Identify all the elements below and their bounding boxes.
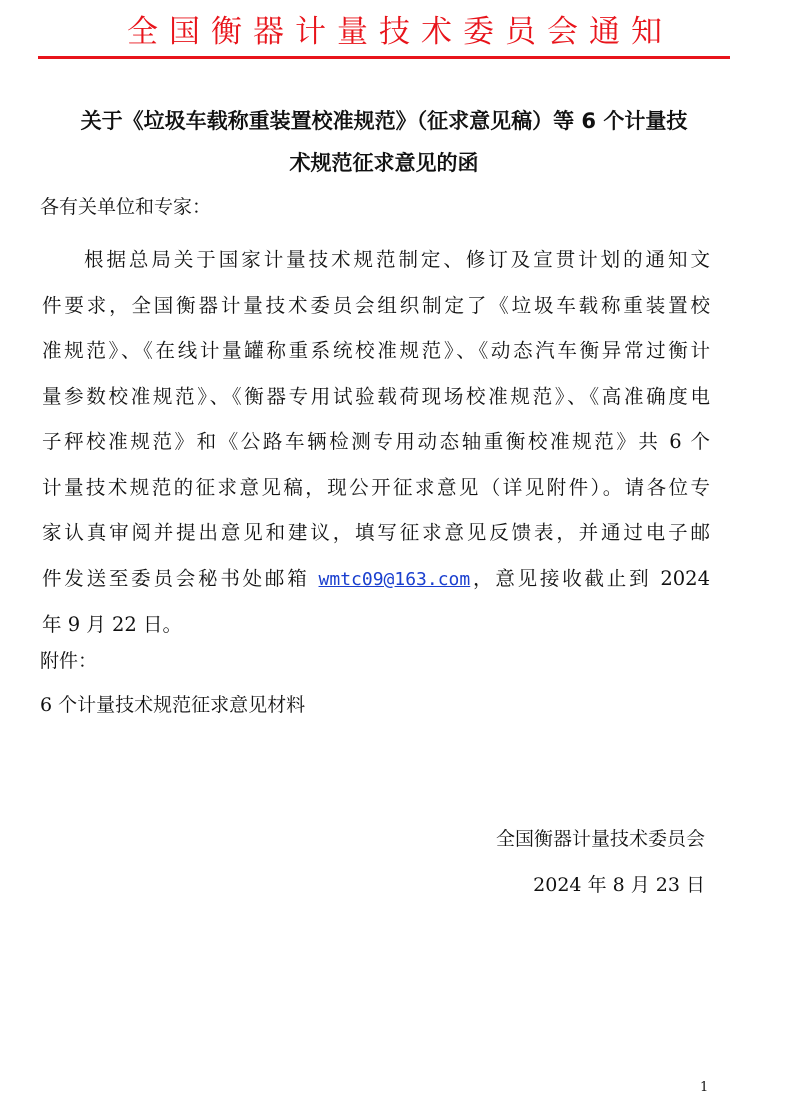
signature-date: 2024 年 8 月 23 日: [533, 874, 705, 896]
body-line: 子秤校准规范》和《公路车辆检测专用动态轴重衡校准规范》共 6 个: [42, 430, 710, 453]
body-line: 计量技术规范的征求意见稿，现公开征求意见（详见附件）。请各位专: [42, 475, 710, 499]
body-paragraph: [42, 237, 710, 648]
body-line: 家认真审阅并提出意见和建议，填写征求意见反馈表，并通过电子邮: [42, 521, 710, 544]
body-line: 量参数校准规范》、《衡器专用试验载荷现场校准规范》、《高准确度电: [42, 384, 710, 408]
salutation: 各有关单位和专家：: [40, 196, 212, 218]
email-line-suffix: ，意见接收截止到 2024: [470, 566, 710, 590]
document-title: [38, 100, 730, 184]
signature-organization: 全国衡器计量技术委员会: [495, 828, 705, 850]
body-line: 准规范》、《在线计量罐称重系统校准规范》、《动态汽车衡异常过衡计: [42, 339, 710, 362]
email-link[interactable]: wmtc09@163.com: [318, 568, 471, 590]
body-line: 根据总局关于国家计量技术规范制定、修订及宣贯计划的通知文: [84, 248, 710, 271]
page-number: 1: [700, 1080, 709, 1095]
body-line-final: 年 9 月 22 日。: [42, 613, 183, 636]
document-title-line-2: 术规范征求意见的函: [289, 151, 479, 175]
body-line-email: [42, 556, 710, 603]
header-title: 全国衡器计量技术委员会通知: [127, 14, 673, 50]
document-title-line-1: 关于《垃圾车载称重装置校准规范》（征求意见稿）等 6 个计量技: [80, 109, 688, 133]
attachment-item: 6 个计量技术规范征求意见材料: [40, 694, 306, 716]
attachment-label: 附件：: [40, 650, 98, 672]
email-line-prefix: 件发送至委员会秘书处邮箱: [42, 566, 319, 590]
body-line: 件要求，全国衡器计量技术委员会组织制定了《垃圾车载称重装置校: [42, 293, 710, 317]
header-divider: [38, 56, 730, 59]
